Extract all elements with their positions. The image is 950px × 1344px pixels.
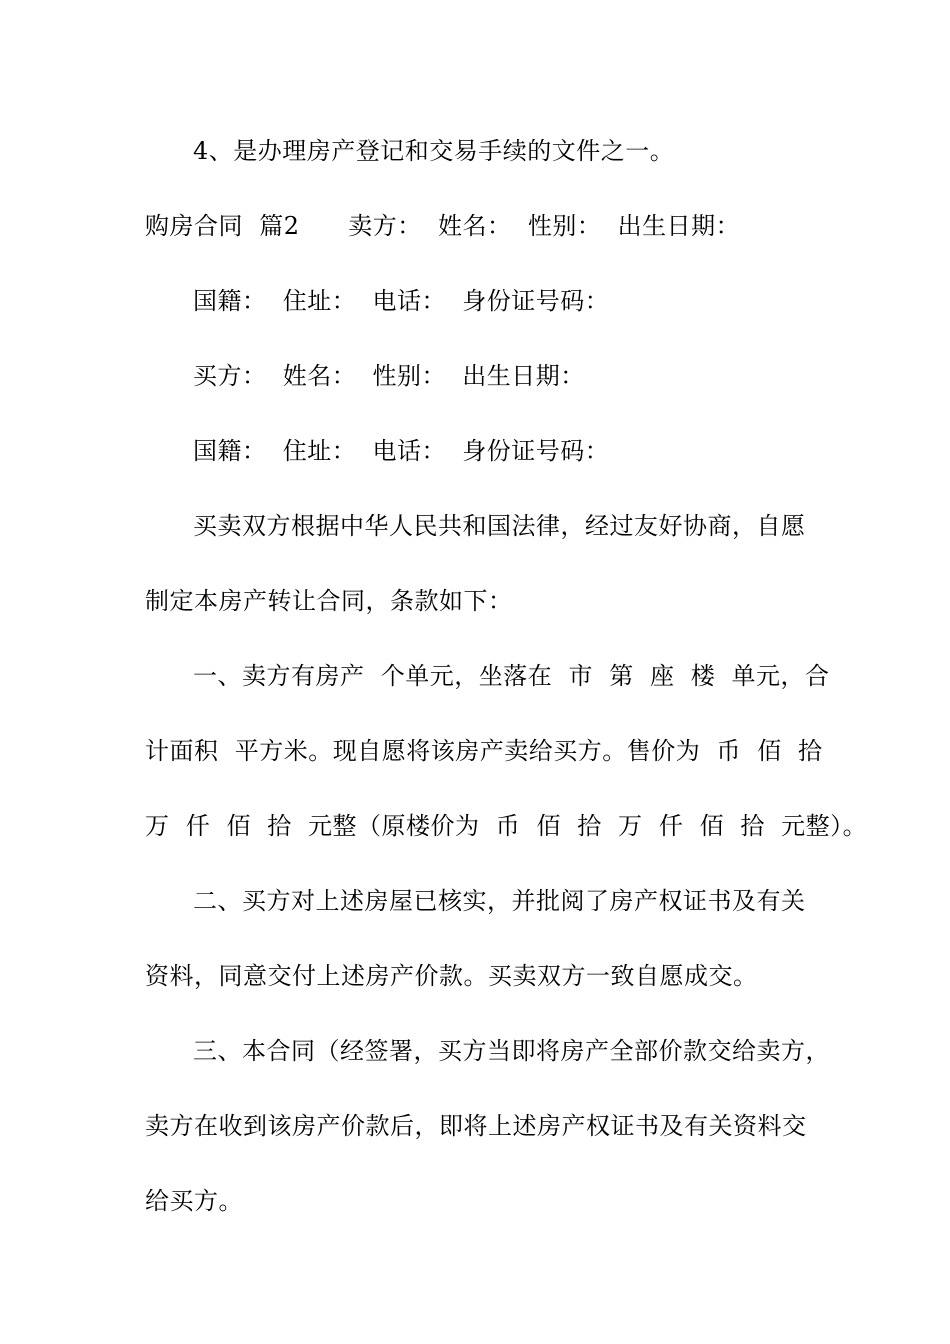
buyer-details-line: 国籍： 住址： 电话： 身份证号码： [193, 437, 610, 465]
paragraph-line: 买卖双方根据中华人民共和国法律，经过友好协商，自愿 [193, 512, 806, 540]
clause-two-line: 二、买方对上述房屋已核实，并批阅了房产权证书及有关 [193, 887, 806, 915]
clause-three-line: 卖方在收到该房产价款后，即将上述房产权证书及有关资料交 [145, 1112, 807, 1140]
paragraph-line: 4、是办理房产登记和交易手续的文件之一。 [193, 137, 675, 165]
paragraph-line: 制定本房产转让合同，条款如下： [145, 587, 513, 615]
clause-three-line: 给买方。 [145, 1187, 243, 1215]
clause-two-line: 资料，同意交付上述房产价款。买卖双方一致自愿成交。 [145, 962, 758, 990]
clause-three-line: 三、本合同（经签署，买方当即将房产全部价款交给卖方， [193, 1037, 830, 1065]
seller-info-line: 国籍： 住址： 电话： 身份证号码： [193, 287, 610, 315]
clause-one-line: 计面积 平方米。现自愿将该房产卖给买方。售价为 币 佰 拾 [145, 737, 823, 765]
section-heading-line: 购房合同 篇2 卖方： 姓名： 性别： 出生日期： [145, 212, 741, 240]
clause-one-line: 一、卖方有房产 个单元，坐落在 市 第 座 楼 单元，合 [193, 662, 830, 690]
clause-one-line: 万 仟 佰 拾 元整（原楼价为 币 佰 拾 万 仟 佰 拾 元整）。 [145, 812, 868, 840]
buyer-info-line: 买方： 姓名： 性别： 出生日期： [193, 362, 585, 390]
